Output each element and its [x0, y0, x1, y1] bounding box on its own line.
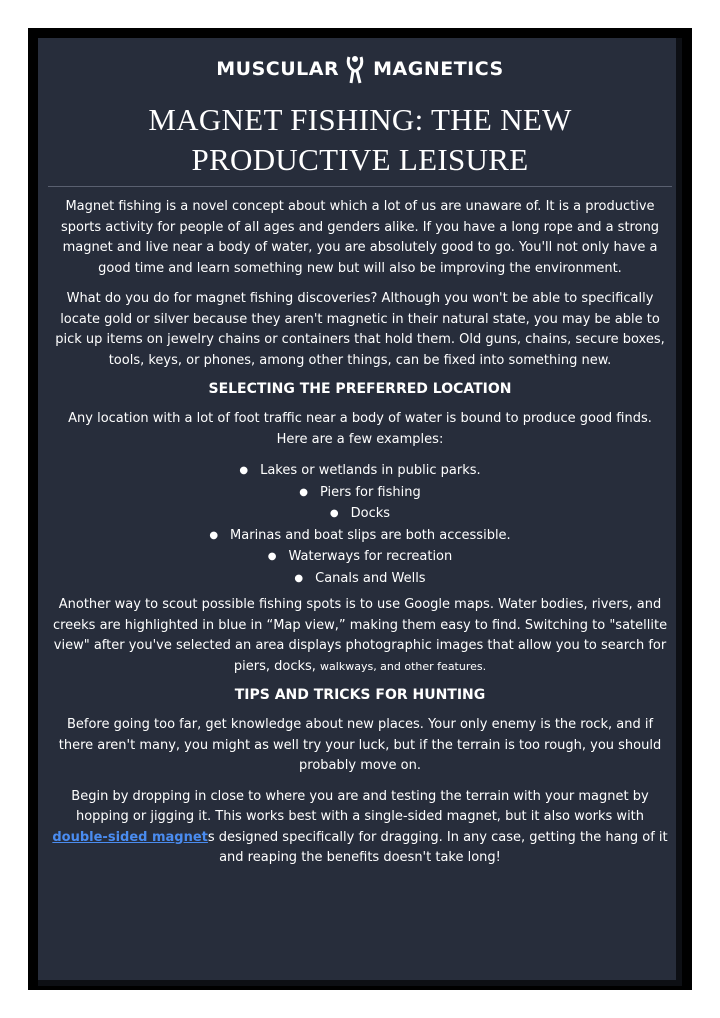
bullet-icon: ●: [294, 572, 304, 584]
title-divider: [48, 186, 672, 187]
page-title: [40, 100, 680, 180]
list-item: ● Canals and Wells: [40, 568, 680, 590]
title-line-1: MAGNET FISHING: THE NEW: [148, 102, 572, 137]
bullet-icon: ●: [329, 508, 339, 519]
document-content: [40, 40, 680, 980]
magnet-figure-icon: [343, 53, 369, 85]
list-item: ● Lakes or wetlands in public parks.: [40, 460, 680, 482]
location-paragraph-1: Any location with a lot of foot traffic near a body of water is bound to produce good finds. Here are a few examples:: [68, 411, 652, 447]
bullet-icon: ●: [299, 486, 308, 498]
list-item: ● Docks: [40, 503, 680, 525]
bullet-icon: ●: [267, 551, 277, 562]
section-heading-tips: TIPS AND TRICKS FOR HUNTING: [234, 687, 486, 703]
double-sided-magnet-link[interactable]: double-sided magnet: [52, 829, 208, 845]
intro-paragraph-1: Magnet fishing is a novel concept about which a lot of us are unaware of. It is a productive sports activity for people of all ages and genders alike. If you have a long rope and a strong magnet and live near a body of water, you are absolutely good to go. You'll not only have a good time and learn something new but will also be improving the environment.: [60, 199, 660, 276]
tips-paragraph-2: Begin by dropping in close to where you are and testing the terrain with your magnet by hopping or jigging it. This works best with a single-sided magnet, but it also works with double-sided magnets designed specifically for dragging. In any case, getting the hang of it and reaping the benefits doesn't take long!: [52, 788, 668, 865]
section-heading-location: SELECTING THE PREFERRED LOCATION: [208, 381, 512, 397]
list-item: ● Piers for fishing: [40, 482, 680, 504]
bullet-icon: ●: [239, 465, 249, 476]
logo-text-left: MUSCULAR: [216, 58, 340, 80]
logo-text-right: MAGNETICS: [373, 58, 504, 80]
location-paragraph-2: Another way to scout possible fishing spots is to use Google maps. Water bodies, rivers, and creeks are highlighted in blue in “Map view,” making them easy to find. Switching to "satellite view" after you've selected an area displays photographic images that allow you to search for piers, docks, walkways, and other features.: [52, 597, 668, 674]
title-line-2: PRODUCTIVE LEISURE: [191, 142, 529, 177]
bullet-icon: ●: [209, 529, 219, 541]
tips-paragraph-1: Before going too far, get knowledge about new places. Your only enemy is the rock, and if there aren't many, you might as well try your luck, but if the terrain is too rough, you should probably move on.: [58, 717, 662, 773]
list-item: ● Waterways for recreation: [40, 546, 680, 568]
list-item: ● Marinas and boat slips are both accessible.: [40, 525, 680, 547]
intro-paragraph-2: What do you do for magnet fishing discoveries? Although you won't be able to specifically locate gold or silver because they aren't magnetic in their natural state, you may be able to pick up items on jewelry chains or containers that hold them. Old guns, chains, secure boxes, tools, keys, or phones, among other things, can be fixed into something new.: [55, 291, 665, 368]
location-list: [40, 460, 680, 589]
brand-logo: [40, 52, 680, 86]
